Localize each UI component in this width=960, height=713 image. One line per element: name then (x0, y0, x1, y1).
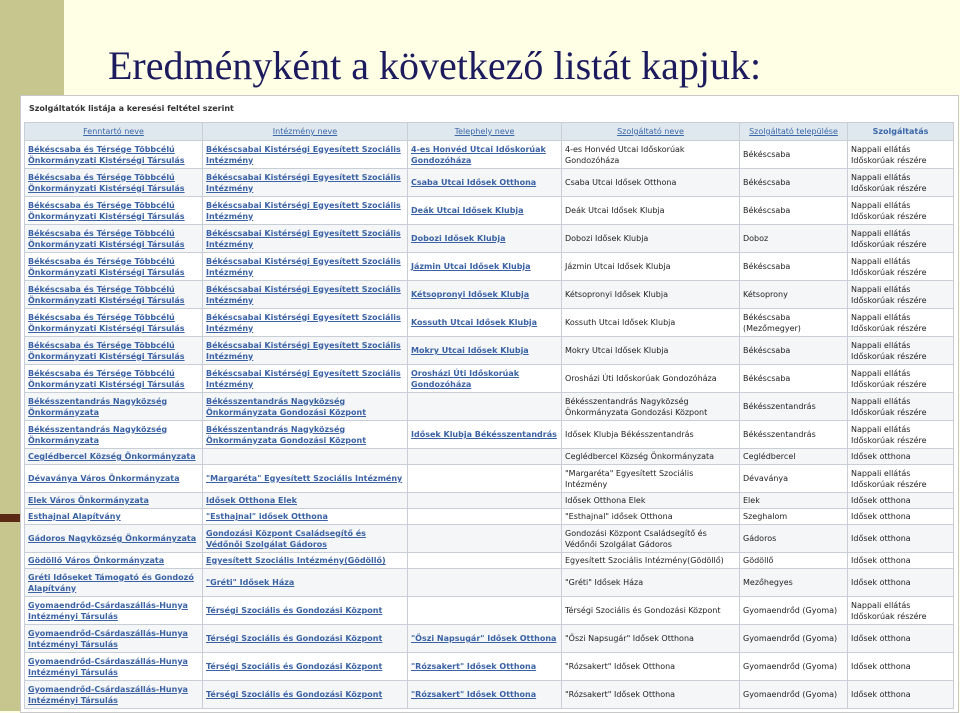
table-row (25, 597, 954, 625)
cell-telepules: Békéscsaba (740, 169, 848, 197)
cell-szolgaltatas: Nappali ellátás Időskorúak részére (848, 309, 954, 337)
cell-szolgaltato: Gondozási Központ Családsegítő és Védőnői Szolgálat Gádoros (562, 525, 740, 553)
column-header-fenntarto[interactable]: Fenntartó neve (25, 123, 203, 141)
cell-telepules: Békésszentandrás (740, 421, 848, 449)
cell-szolgaltatas: Nappali ellátás Időskorúak részére (848, 393, 954, 421)
cell-telephely (408, 525, 562, 553)
cell-fenntarto[interactable]: Békéscsaba és Térsége Többcélú Önkormányzati Kistérségi Társulás (25, 197, 203, 225)
cell-fenntarto[interactable]: Békéscsaba és Térsége Többcélú Önkormányzati Kistérségi Társulás (25, 253, 203, 281)
cell-szolgaltato: 4-es Honvéd Utcai Időskorúak Gondozóháza (562, 141, 740, 169)
cell-intezmeny (203, 449, 408, 465)
column-header-telephely[interactable]: Telephely neve (408, 123, 562, 141)
table-row (25, 509, 954, 525)
cell-szolgaltato: Egyesített Szociális Intézmény(Gödöllő) (562, 553, 740, 569)
cell-intezmeny[interactable]: Térségi Szociális és Gondozási Központ (203, 681, 408, 709)
table-row (25, 141, 954, 169)
column-header-szolgaltatas: Szolgáltatás (848, 123, 954, 141)
table-row (25, 525, 954, 553)
cell-fenntarto[interactable]: Békéscsaba és Térsége Többcélú Önkormányzati Kistérségi Társulás (25, 141, 203, 169)
cell-telephely[interactable]: Orosházi Úti Időskorúak Gondozóháza (408, 365, 562, 393)
cell-szolgaltatas: Nappali ellátás Időskorúak részére (848, 225, 954, 253)
cell-telepules: Kétsoprony (740, 281, 848, 309)
table-row (25, 337, 954, 365)
cell-szolgaltatas: Nappali ellátás Időskorúak részére (848, 141, 954, 169)
cell-telepules: Békéscsaba (740, 337, 848, 365)
cell-telephely (408, 553, 562, 569)
cell-szolgaltato: Ceglédbercel Község Önkormányzata (562, 449, 740, 465)
cell-telephely[interactable]: Kossuth Utcai Idősek Klubja (408, 309, 562, 337)
cell-fenntarto[interactable]: Gyomaendrőd-Csárdaszállás-Hunya Intézményi Társulás (25, 625, 203, 653)
table-row (25, 281, 954, 309)
cell-szolgaltatas: Idősek otthona (848, 653, 954, 681)
column-header-intezmeny[interactable]: Intézmény neve (203, 123, 408, 141)
cell-telepules: Gödöllő (740, 553, 848, 569)
cell-telephely[interactable]: Idősek Klubja Békésszentandrás (408, 421, 562, 449)
cell-szolgaltatas: Nappali ellátás Időskorúak részére (848, 337, 954, 365)
results-panel-header: Szolgáltatók listája a keresési feltétel szerint (29, 104, 234, 113)
cell-intezmeny[interactable]: Térségi Szociális és Gondozási Központ (203, 597, 408, 625)
cell-telepules: Mezőhegyes (740, 569, 848, 597)
cell-szolgaltato: Idősek Klubja Békésszentandrás (562, 421, 740, 449)
cell-szolgaltatas: Idősek otthona (848, 509, 954, 525)
cell-telepules: Dévaványa (740, 465, 848, 493)
cell-telepules: Szeghalom (740, 509, 848, 525)
cell-szolgaltato: Csaba Utcai Idősek Otthona (562, 169, 740, 197)
cell-szolgaltato: Kétsopronyi Idősek Klubja (562, 281, 740, 309)
cell-intezmeny[interactable]: Békéscsabai Kistérségi Egyesített Szociális Intézmény (203, 253, 408, 281)
cell-telepules: Gyomaendrőd (Gyoma) (740, 681, 848, 709)
cell-szolgaltatas: Nappali ellátás Időskorúak részére (848, 253, 954, 281)
cell-szolgaltato: "Esthajnal" idősek Otthona (562, 509, 740, 525)
table-row (25, 493, 954, 509)
results-table (24, 122, 954, 709)
cell-intezmeny[interactable]: Békéscsabai Kistérségi Egyesített Szociális Intézmény (203, 169, 408, 197)
cell-szolgaltato: Békésszentandrás Nagyközség Önkormányzata Gondozási Központ (562, 393, 740, 421)
table-row (25, 197, 954, 225)
cell-szolgaltato: Dobozi Idősek Klubja (562, 225, 740, 253)
table-row (25, 253, 954, 281)
cell-szolgaltatas: Nappali ellátás Időskorúak részére (848, 169, 954, 197)
cell-intezmeny[interactable]: Békéscsabai Kistérségi Egyesített Szociális Intézmény (203, 197, 408, 225)
cell-telephely[interactable]: Jázmin Utcai Idősek Klubja (408, 253, 562, 281)
cell-telephely[interactable]: Dobozi Idősek Klubja (408, 225, 562, 253)
cell-szolgaltatas: Idősek otthona (848, 493, 954, 509)
column-header-szolgaltato[interactable]: Szolgáltató neve (562, 123, 740, 141)
cell-telephely (408, 465, 562, 493)
cell-telephely (408, 493, 562, 509)
cell-fenntarto[interactable]: Békésszentandrás Nagyközség Önkormányzata (25, 421, 203, 449)
cell-fenntarto[interactable]: Gyomaendrőd-Csárdaszállás-Hunya Intézményi Társulás (25, 681, 203, 709)
cell-intezmeny[interactable]: Békéscsabai Kistérségi Egyesített Szociális Intézmény (203, 281, 408, 309)
table-row (25, 465, 954, 493)
cell-telepules: Békéscsaba (740, 141, 848, 169)
cell-szolgaltatas: Idősek otthona (848, 449, 954, 465)
cell-telephely[interactable]: "Rózsakert" Idősek Otthona (408, 653, 562, 681)
cell-intezmeny[interactable]: "Gréti" Idősek Háza (203, 569, 408, 597)
cell-fenntarto[interactable]: Ceglédbercel Község Önkormányzata (25, 449, 203, 465)
cell-intezmeny[interactable]: "Margaréta" Egyesített Szociális Intézmény (203, 465, 408, 493)
cell-szolgaltato: Deák Utcai Idősek Klubja (562, 197, 740, 225)
table-row (25, 625, 954, 653)
cell-intezmeny[interactable]: Békésszentandrás Nagyközség Önkormányzata Gondozási Központ (203, 421, 408, 449)
cell-szolgaltato: Jázmin Utcai Idősek Klubja (562, 253, 740, 281)
table-row (25, 449, 954, 465)
cell-telepules: Elek (740, 493, 848, 509)
cell-szolgaltato: "Rózsakert" Idősek Otthona (562, 653, 740, 681)
table-row (25, 681, 954, 709)
cell-fenntarto[interactable]: Békéscsaba és Térsége Többcélú Önkormányzati Kistérségi Társulás (25, 169, 203, 197)
table-row (25, 653, 954, 681)
slide-accent-mark (0, 514, 20, 522)
cell-telephely[interactable]: "Rózsakert" Idősek Otthona (408, 681, 562, 709)
column-header-telepules[interactable]: Szolgáltató települése (740, 123, 848, 141)
cell-intezmeny[interactable]: Békésszentandrás Nagyközség Önkormányzata Gondozási Központ (203, 393, 408, 421)
cell-intezmeny[interactable]: Egyesített Szociális Intézmény(Gödöllő) (203, 553, 408, 569)
cell-telepules: Békéscsaba (740, 365, 848, 393)
cell-szolgaltatas: Idősek otthona (848, 625, 954, 653)
cell-fenntarto[interactable]: Békéscsaba és Térsége Többcélú Önkormányzati Kistérségi Társulás (25, 337, 203, 365)
cell-szolgaltato: "Őszi Napsugár" Idősek Otthona (562, 625, 740, 653)
cell-telepules: Gyomaendrőd (Gyoma) (740, 625, 848, 653)
cell-intezmeny[interactable]: Térségi Szociális és Gondozási Központ (203, 653, 408, 681)
cell-fenntarto[interactable]: Békéscsaba és Térsége Többcélú Önkormányzati Kistérségi Társulás (25, 309, 203, 337)
slide-title: Eredményként a következő listát kapjuk: (108, 43, 762, 88)
cell-telephely (408, 449, 562, 465)
cell-szolgaltato: Térségi Szociális és Gondozási Központ (562, 597, 740, 625)
cell-telephely (408, 393, 562, 421)
cell-intezmeny[interactable]: Békéscsabai Kistérségi Egyesített Szociális Intézmény (203, 225, 408, 253)
cell-telepules: Békésszentandrás (740, 393, 848, 421)
cell-szolgaltato: Idősek Otthona Elek (562, 493, 740, 509)
table-row (25, 365, 954, 393)
cell-szolgaltato: Orosházi Úti Időskorúak Gondozóháza (562, 365, 740, 393)
cell-telephely[interactable]: Deák Utcai Idősek Klubja (408, 197, 562, 225)
table-row (25, 553, 954, 569)
cell-intezmeny[interactable]: Térségi Szociális és Gondozási Központ (203, 625, 408, 653)
cell-telepules: Ceglédbercel (740, 449, 848, 465)
cell-fenntarto[interactable]: Gyomaendrőd-Csárdaszállás-Hunya Intézményi Társulás (25, 597, 203, 625)
cell-telephely[interactable]: Csaba Utcai Idősek Otthona (408, 169, 562, 197)
cell-fenntarto[interactable]: Békésszentandrás Nagyközség Önkormányzata (25, 393, 203, 421)
cell-fenntarto[interactable]: Gréti Időseket Támogató és Gondozó Alapítvány (25, 569, 203, 597)
cell-telepules: Gyomaendrőd (Gyoma) (740, 597, 848, 625)
cell-fenntarto[interactable]: Békéscsaba és Térsége Többcélú Önkormányzati Kistérségi Társulás (25, 281, 203, 309)
cell-szolgaltato: "Gréti" Idősek Háza (562, 569, 740, 597)
cell-fenntarto[interactable]: Gyomaendrőd-Csárdaszállás-Hunya Intézményi Társulás (25, 653, 203, 681)
cell-fenntarto[interactable]: Esthajnal Alapítvány (25, 509, 203, 525)
table-header-row (25, 123, 954, 141)
table-row (25, 169, 954, 197)
cell-telepules: Gyomaendrőd (Gyoma) (740, 653, 848, 681)
cell-szolgaltatas: Idősek otthona (848, 569, 954, 597)
cell-szolgaltato: "Rózsakert" Idősek Otthona (562, 681, 740, 709)
cell-intezmeny[interactable]: Békéscsabai Kistérségi Egyesített Szociális Intézmény (203, 337, 408, 365)
cell-szolgaltatas: Nappali ellátás Időskorúak részére (848, 421, 954, 449)
cell-fenntarto[interactable]: Gádoros Nagyközség Önkormányzata (25, 525, 203, 553)
cell-szolgaltatas: Idősek otthona (848, 525, 954, 553)
cell-telephely (408, 597, 562, 625)
cell-intezmeny[interactable]: Békéscsabai Kistérségi Egyesített Szociális Intézmény (203, 141, 408, 169)
cell-szolgaltatas: Idősek otthona (848, 553, 954, 569)
cell-intezmeny[interactable]: Békéscsabai Kistérségi Egyesített Szociális Intézmény (203, 365, 408, 393)
cell-telepules: Gádoros (740, 525, 848, 553)
cell-fenntarto[interactable]: Békéscsaba és Térsége Többcélú Önkormányzati Kistérségi Társulás (25, 225, 203, 253)
cell-telephely[interactable]: 4-es Honvéd Utcai Időskorúak Gondozóháza (408, 141, 562, 169)
table-row (25, 569, 954, 597)
cell-szolgaltatas: Nappali ellátás Időskorúak részére (848, 197, 954, 225)
cell-szolgaltatas: Nappali ellátás Időskorúak részére (848, 365, 954, 393)
cell-telephely[interactable]: Kétsopronyi Idősek Klubja (408, 281, 562, 309)
table-row (25, 393, 954, 421)
cell-szolgaltato: Mokry Utcai Idősek Klubja (562, 337, 740, 365)
cell-szolgaltatas: Idősek otthona (848, 681, 954, 709)
cell-telepules: Doboz (740, 225, 848, 253)
results-panel (20, 95, 959, 713)
cell-fenntarto[interactable]: Békéscsaba és Térsége Többcélú Önkormányzati Kistérségi Társulás (25, 365, 203, 393)
table-row (25, 225, 954, 253)
cell-fenntarto[interactable]: Elek Város Önkormányzata (25, 493, 203, 509)
cell-intezmeny[interactable]: Békéscsabai Kistérségi Egyesített Szociális Intézmény (203, 309, 408, 337)
cell-intezmeny[interactable]: "Esthajnal" idősek Otthona (203, 509, 408, 525)
cell-telepules: Békéscsaba (740, 197, 848, 225)
cell-fenntarto[interactable]: Gödöllő Város Önkormányzata (25, 553, 203, 569)
cell-szolgaltatas: Nappali ellátás Időskorúak részére (848, 465, 954, 493)
table-row (25, 309, 954, 337)
cell-telepules: Békéscsaba (740, 253, 848, 281)
cell-telephely[interactable]: "Őszi Napsugár" Idősek Otthona (408, 625, 562, 653)
cell-intezmeny[interactable]: Idősek Otthona Elek (203, 493, 408, 509)
table-row (25, 421, 954, 449)
cell-szolgaltatas: Nappali ellátás Időskorúak részére (848, 597, 954, 625)
cell-intezmeny[interactable]: Gondozási Központ Családsegítő és Védőnői Szolgálat Gádoros (203, 525, 408, 553)
cell-fenntarto[interactable]: Dévaványa Város Önkormányzata (25, 465, 203, 493)
cell-telepules: Békéscsaba (Mezőmegyer) (740, 309, 848, 337)
cell-telephely[interactable]: Mokry Utcai Idősek Klubja (408, 337, 562, 365)
cell-telephely (408, 509, 562, 525)
cell-szolgaltato: "Margaréta" Egyesített Szociális Intézmény (562, 465, 740, 493)
cell-telephely (408, 569, 562, 597)
cell-szolgaltatas: Nappali ellátás Időskorúak részére (848, 281, 954, 309)
cell-szolgaltato: Kossuth Utcai Idősek Klubja (562, 309, 740, 337)
